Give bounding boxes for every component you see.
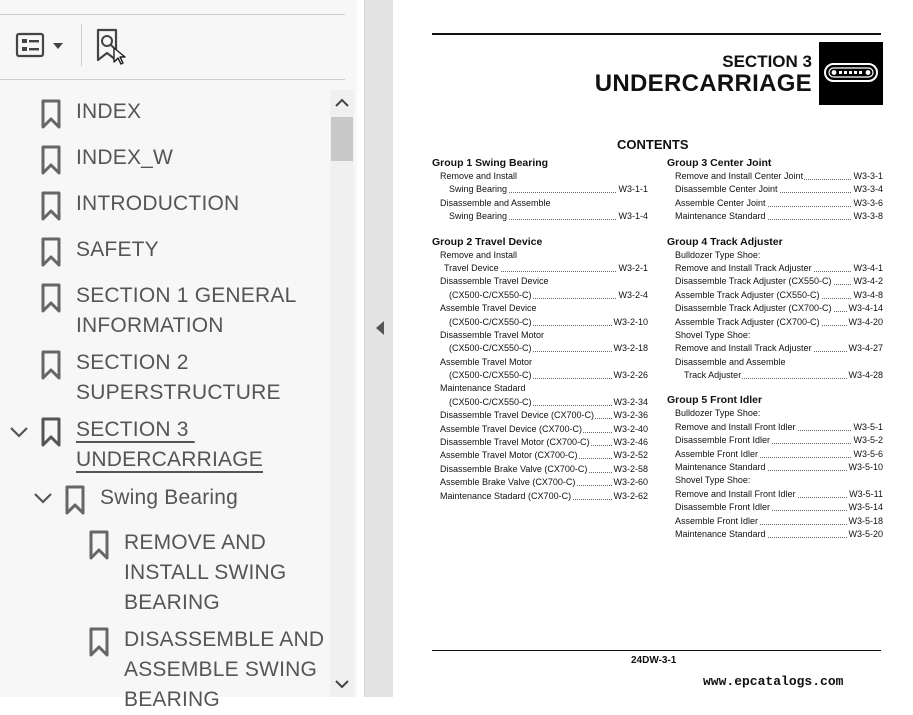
bookmark-label: SECTION 1 GENERAL INFORMATION (76, 284, 297, 337)
toc-entry[interactable] (432, 436, 648, 449)
toc-page-number: W3-1-4 (617, 210, 648, 223)
toc-entry-title: Track Adjuster (684, 369, 742, 382)
toc-entry[interactable] (667, 183, 883, 196)
toc-entry-title: Disassemble and Assemble (675, 356, 787, 369)
toc-entry[interactable] (432, 183, 648, 196)
toc-page-number: W3-4-8 (852, 289, 883, 302)
toc-page-number: W3-2-52 (612, 449, 648, 462)
list-options-icon (14, 30, 68, 62)
bookmark-label: REMOVE AND INSTALL SWING BEARING (124, 531, 287, 614)
find-bookmark-button[interactable] (92, 26, 132, 66)
toc-entry-title: Disassemble Track Adjuster (CX700-C) (675, 302, 833, 315)
toc-group-heading: Group 2 Travel Device (432, 235, 543, 248)
toc-entry[interactable] (667, 528, 883, 541)
toc-group-heading: Group 3 Center Joint (667, 157, 772, 169)
bookmark-icon (40, 283, 62, 313)
bookmark-section-3[interactable] (0, 413, 330, 473)
toc-page-number: W3-2-40 (612, 423, 648, 436)
toc-entry-title: Assemble Travel Motor (440, 356, 533, 369)
toc-page-number: W3-2-36 (612, 409, 648, 422)
bookmark-icon (40, 350, 62, 380)
toc-page-number: W3-5-20 (847, 528, 883, 541)
toc-entry-title: Maintenance Standard (675, 528, 767, 541)
bookmark-icon (40, 237, 62, 267)
bookmark-section-2[interactable] (0, 346, 330, 406)
toc-entry-title: Swing Bearing (449, 210, 508, 223)
toc-entry-title: Assemble Front Idler (675, 515, 759, 528)
panel-splitter[interactable] (364, 0, 394, 697)
toc-page-number: W3-4-1 (852, 262, 883, 275)
toc-entry-title: Bulldozer Type Shoe: (675, 249, 761, 262)
toc-entry[interactable] (432, 197, 648, 210)
toc-entry[interactable] (432, 249, 648, 262)
toc-entry-title: Remove and Install (440, 249, 518, 262)
bookmark-introduction[interactable] (0, 187, 330, 217)
toc-entry-title: (CX500-C/CX550-C) (449, 316, 533, 329)
toc-page-number: W3-5-2 (852, 434, 883, 447)
toc-entry-title: Remove and Install Front Idler (675, 421, 797, 434)
toc-entry-title: Maintenance Standard (675, 210, 767, 223)
bookmark-remove-install-swing-bearing[interactable] (0, 526, 330, 616)
document-page (393, 0, 913, 697)
toc-entry[interactable] (667, 197, 883, 210)
toc-entry-title: Disassemble Travel Device (CX700-C) (440, 409, 595, 422)
toc-entry[interactable] (667, 474, 883, 487)
toc-entry-title: Assemble Travel Device (CX700-C) (440, 423, 583, 436)
toc-group-heading: Group 4 Track Adjuster (667, 235, 783, 248)
toc-entry[interactable] (432, 382, 648, 395)
toc-entry[interactable] (432, 396, 648, 409)
bookmark-scrollbar[interactable] (330, 90, 354, 697)
toc-page-number: W3-5-14 (847, 501, 883, 514)
bookmark-safety[interactable] (0, 233, 330, 263)
toc-entry[interactable] (667, 434, 883, 447)
toc-entry-title: (CX500-C/CX550-C) (449, 369, 533, 382)
toc-entry[interactable] (667, 421, 883, 434)
contents-heading: CONTENTS (617, 137, 689, 152)
toc-entry-title: Remove and Install Front Idler (675, 488, 797, 501)
toc-entry[interactable] (667, 369, 883, 382)
bookmark-icon (40, 417, 62, 447)
toc-entry[interactable] (432, 423, 648, 436)
toc-page-number: W3-2-26 (612, 369, 648, 382)
toc-entry[interactable] (432, 449, 648, 462)
bookmark-label: Swing Bearing (100, 486, 239, 509)
toc-page-number: W3-5-6 (852, 448, 883, 461)
toc-entry-title: Shovel Type Shoe: (675, 474, 751, 487)
toc-page-number: W3-2-4 (617, 289, 648, 302)
bookmark-icon (88, 530, 110, 560)
toc-entry-title: Assemble Brake Valve (CX700-C) (440, 476, 576, 489)
toc-entry[interactable] (667, 249, 883, 262)
bookmark-icon (40, 99, 62, 129)
toolbar-top-divider (0, 14, 345, 15)
bookmark-label: INTRODUCTION (76, 192, 240, 215)
toc-entry-title: Remove and Install Track Adjuster (675, 262, 813, 275)
bookmark-label: DISASSEMBLE AND ASSEMBLE SWING BEARING (124, 628, 325, 711)
toc-entry-title: Disassemble Travel Device (440, 275, 550, 288)
bookmark-index[interactable] (0, 95, 330, 125)
toc-entry[interactable] (432, 409, 648, 422)
chevron-down-icon[interactable] (32, 487, 54, 509)
bookmark-label: INDEX (76, 100, 142, 123)
toc-left-column (432, 156, 648, 503)
toc-page-number: W3-4-28 (847, 369, 883, 382)
toc-entry[interactable] (667, 342, 883, 355)
section-number: SECTION 3 (722, 52, 812, 71)
toc-page-number: W3-4-20 (847, 316, 883, 329)
toc-group-heading: Group 1 Swing Bearing (432, 157, 549, 169)
scroll-up-button[interactable] (330, 90, 354, 116)
chevron-down-icon (330, 671, 354, 697)
toc-entry[interactable] (667, 356, 883, 369)
toc-page-number: W3-1-1 (617, 183, 648, 196)
toc-entry[interactable] (667, 329, 883, 342)
toc-entry-title: Maintenance Stadard (CX700-C) (440, 490, 572, 503)
toc-entry-title: (CX500-C/CX550-C) (449, 396, 533, 409)
footer-rule (432, 650, 881, 651)
toc-page-number: W3-2-34 (612, 396, 648, 409)
watermark: www.epcatalogs.com (703, 674, 844, 689)
toc-entry-title: Shovel Type Shoe: (675, 329, 751, 342)
bookmark-options-button[interactable] (14, 30, 68, 62)
bookmarks-panel (0, 0, 357, 711)
collapse-panel-button[interactable] (372, 317, 388, 339)
caret-left-icon (372, 317, 388, 339)
toc-entry-title: Maintenance Standard (675, 461, 767, 474)
toolbar-divider (81, 24, 82, 66)
toc-page-number: W3-2-46 (612, 436, 648, 449)
toc-entry-title: Remove and Install Center Joint (675, 170, 804, 183)
toc-page-number: W3-2-10 (612, 316, 648, 329)
toc-page-number: W3-3-8 (852, 210, 883, 223)
bookmark-icon (88, 627, 110, 657)
bookmark-index-w[interactable] (0, 141, 330, 171)
toc-entry[interactable] (667, 407, 883, 420)
toc-page-number: W3-2-60 (612, 476, 648, 489)
toc-entry[interactable] (432, 262, 648, 275)
bookmark-label: SECTION 3 UNDERCARRIAGE (76, 418, 263, 471)
bookmark-section-1[interactable] (0, 279, 330, 339)
toc-page-number: W3-4-27 (847, 342, 883, 355)
toc-entry-title: Disassemble Center Joint (675, 183, 779, 196)
toc-entry[interactable] (432, 289, 648, 302)
toc-entry[interactable] (667, 515, 883, 528)
bookmarks-toolbar (0, 0, 345, 80)
toc-entry[interactable] (432, 342, 648, 355)
toc-entry[interactable] (432, 369, 648, 382)
toc-page-number: W3-2-58 (612, 463, 648, 476)
toc-entry[interactable] (432, 210, 648, 223)
scroll-thumb[interactable] (331, 117, 353, 161)
toc-entry-title: Maintenance Stadard (440, 382, 527, 395)
chevron-down-icon[interactable] (8, 421, 30, 443)
toc-entry-title: Disassemble Travel Motor (440, 329, 545, 342)
bookmark-icon (40, 191, 62, 221)
bookmark-swing-bearing[interactable] (0, 481, 330, 511)
toc-group-heading: Group 5 Front Idler (667, 394, 763, 407)
toc-entry[interactable] (667, 210, 883, 223)
toc-page-number: W3-5-10 (847, 461, 883, 474)
bookmark-disassemble-assemble-swing-bearing[interactable] (0, 623, 330, 713)
toc-entry[interactable] (432, 463, 648, 476)
bookmark-icon (64, 485, 86, 515)
toc-entry-title: Assemble Track Adjuster (CX550-C) (675, 289, 821, 302)
toc-entry-title: Assemble Track Adjuster (CX700-C) (675, 316, 821, 329)
toc-entry-title: Assemble Travel Device (440, 302, 538, 315)
toc-page-number: W3-5-11 (848, 488, 883, 501)
toc-page-number: W3-3-1 (852, 170, 883, 183)
toc-right-column (667, 156, 883, 541)
toc-entry-title: (CX500-C/CX550-C) (449, 289, 533, 302)
undercarriage-track-icon (819, 42, 883, 105)
toc-entry[interactable] (432, 275, 648, 288)
bookmark-search-icon (92, 26, 132, 66)
toc-entry-title: Disassemble Front Idler (675, 434, 771, 447)
toc-entry[interactable] (667, 275, 883, 288)
toc-entry-title: Bulldozer Type Shoe: (675, 407, 761, 420)
toc-entry-title: Disassemble Front Idler (675, 501, 771, 514)
toc-page-number: W3-4-14 (847, 302, 883, 315)
toc-entry-title: Assemble Front Idler (675, 448, 759, 461)
toc-page-number: W3-5-18 (847, 515, 883, 528)
toc-page-number: W3-2-18 (612, 342, 648, 355)
toc-entry-title: Remove and Install (440, 170, 518, 183)
toc-entry[interactable] (432, 329, 648, 342)
toc-entry[interactable] (667, 448, 883, 461)
toc-entry-title: Travel Device (444, 262, 500, 275)
section-title: UNDERCARRIAGE (594, 70, 812, 97)
bookmark-icon (40, 145, 62, 175)
toc-entry[interactable] (667, 461, 883, 474)
bookmark-label: SECTION 2 SUPERSTRUCTURE (76, 351, 281, 404)
toc-entry[interactable] (667, 501, 883, 514)
toc-entry[interactable] (432, 316, 648, 329)
toc-entry[interactable] (432, 476, 648, 489)
toc-entry[interactable] (667, 262, 883, 275)
toolbar-bottom-divider (0, 79, 345, 80)
toc-page-number: W3-5-1 (852, 421, 883, 434)
toc-entry-title: Disassemble Brake Valve (CX700-C) (440, 463, 588, 476)
toc-entry-title: Remove and Install Track Adjuster (675, 342, 813, 355)
toc-page-number: W3-3-4 (852, 183, 883, 196)
chevron-up-icon (330, 90, 354, 116)
toc-entry-title: Assemble Travel Motor (CX700-C) (440, 449, 579, 462)
toc-entry[interactable] (667, 488, 883, 501)
header-rule (432, 33, 881, 35)
toc-entry-title: Disassemble Travel Motor (CX700-C) (440, 436, 591, 449)
toc-entry[interactable] (432, 170, 648, 183)
toc-entry-title: Swing Bearing (449, 183, 508, 196)
toc-entry-title: Disassemble and Assemble (440, 197, 552, 210)
toc-entry-title: Disassemble Track Adjuster (CX550-C) (675, 275, 833, 288)
toc-entry[interactable] (667, 170, 883, 183)
bookmark-label: SAFETY (76, 238, 159, 261)
toc-entry[interactable] (432, 490, 648, 503)
toc-page-number: W3-3-6 (852, 197, 883, 210)
toc-entry[interactable] (667, 289, 883, 302)
toc-page-number: W3-2-62 (612, 490, 648, 503)
toc-entry[interactable] (432, 302, 648, 315)
toc-entry[interactable] (667, 316, 883, 329)
toc-page-number: W3-4-2 (852, 275, 883, 288)
bookmark-label: INDEX_W (76, 146, 174, 169)
toc-entry-title: (CX500-C/CX550-C) (449, 342, 533, 355)
toc-entry-title: Assemble Center Joint (675, 197, 767, 210)
toc-page-number: W3-2-1 (617, 262, 648, 275)
toc-entry[interactable] (432, 356, 648, 369)
toc-entry[interactable] (667, 302, 883, 315)
page-code: 24DW-3-1 (631, 655, 677, 666)
scroll-down-button[interactable] (330, 671, 354, 697)
